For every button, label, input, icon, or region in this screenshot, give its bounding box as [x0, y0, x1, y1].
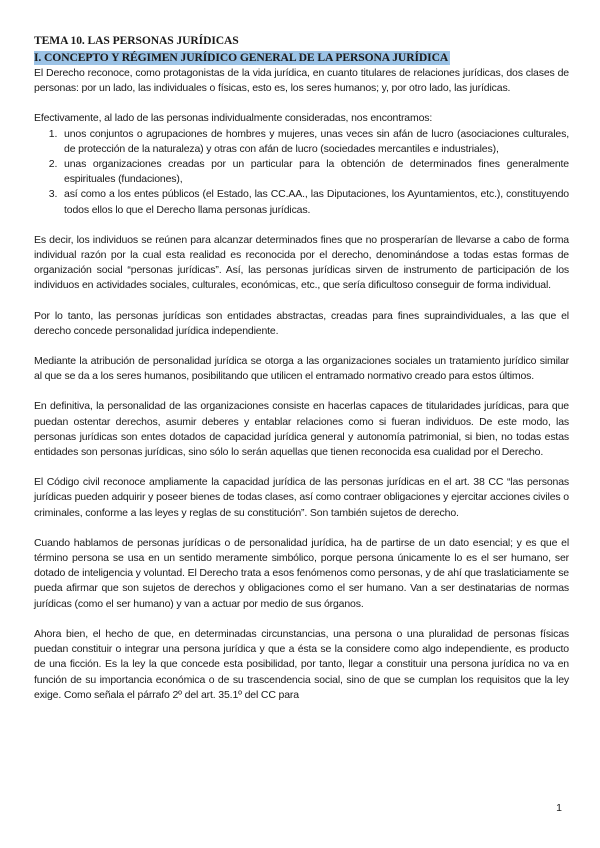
body-paragraph: Cuando hablamos de personas jurídicas o de personalidad jurídica, ha de partirse de un dato esencial; y es que el término persona se usa en un sentido meramente simbólico, porque persona únicamente lo es el ser humano, ser dotado de inteligencia y voluntad. El Derecho trata a esos fenómenos como personas, y de ahí que traslaticiamente se pueda afirmar que son sujetos de derechos y obligaciones como el ser humano. Van a ser destinatarias de normas jurídicas (como el ser humano) y van a actuar por medio de sus órganos.	[34, 536, 569, 610]
body-paragraph: Por lo tanto, las personas jurídicas son entidades abstractas, creadas para fines supraindividuales, a las que el derecho concede personalidad jurídica independiente.	[34, 309, 569, 337]
entity-list	[34, 127, 569, 218]
body-paragraph: Ahora bien, el hecho de que, en determinadas circunstancias, una persona o una pluralidad de personas físicas puedan constituir o integrar una persona jurídica y que a ésta se la considere como algo independiente, es producto de una ficción. Es la ley la que concede esta posibilidad, por tanto, llegar a constituir una persona jurídica no va en función de su importancia económica o de su trascendencia social, sino de que se cumplan los requisitos que la ley exige. Como señala el párrafo 2º del art. 35.1º del CC para	[34, 627, 569, 701]
page-number: 1	[556, 802, 562, 814]
page-content	[34, 34, 569, 703]
intro-paragraph: El Derecho reconoce, como protagonistas de la vida jurídica, en cuanto titulares de relaciones jurídicas, dos clases de personas: por un lado, las individuales o físicas, esto es, los seres humanos; y, por otro lado, las jurídicas.	[34, 67, 569, 95]
body-paragraph: El Código civil reconoce ampliamente la capacidad jurídica de las personas jurídicas en el art. 38 CC “las personas jurídicas pueden adquirir y poseer bienes de todas clases, así como contraer obligaciones y ejercitar acciones civiles o criminales, conforme a las leyes y reglas de su constitución”. Son también sujetos de derecho.	[34, 476, 569, 519]
list-item: 3. así como a los entes públicos (el Estado, las CC.AA., las Diputaciones, los Ayuntamientos, etc.), constituyendo todos ellos lo que el Derecho llama personas jurídicas.	[60, 187, 569, 217]
list-intro: Efectivamente, al lado de las personas individualmente consideradas, nos encontramos:	[34, 112, 433, 125]
list-item: 1. unos conjuntos o agrupaciones de hombres y mujeres, unas veces sin afán de lucro (asociaciones culturales, de protección de la naturaleza) y otras con afán de lucro (sociedades mercantiles e industriales),	[60, 127, 569, 157]
body-paragraph: En definitiva, la personalidad de las organizaciones consiste en hacerlas capaces de titularidades jurídicas, para que puedan ostentar derechos, asumir deberes y entablar relaciones como si fueran individuos. De este modo, las personas jurídicas son entes dotados de capacidad jurídica general y autonomía patrimonial, si bien, no todas estas entidades son personas jurídicas, sino sólo lo serán aquellas que tienen reconocida esa cualidad por el Derecho.	[34, 400, 569, 459]
body-paragraph: Es decir, los individuos se reúnen para alcanzar determinados fines que no prosperarían de llevarse a cabo de forma individual razón por la cual esta realidad es reconocida por el derecho, denominándose a todas estas formas de organización social “personas jurídicas”. Así, las personas jurídicas sirven de instrumento de participación de los individuos en actividades sociales, culturales, económicas, etc., que sería dificultoso conseguir de forma individual.	[34, 233, 569, 292]
section-heading: I. CONCEPTO Y RÉGIMEN JURÍDICO GENERAL DE LA PERSONA JURÍDICA	[34, 51, 449, 64]
body-paragraph: Mediante la atribución de personalidad jurídica se otorga a las organizaciones sociales un tratamiento jurídico similar al que se da a los seres humanos, posibilitando que utilicen el entramado normativo creado para estos últimos.	[34, 355, 569, 383]
list-item: 2. unas organizaciones creadas por un particular para la obtención de determinados fines generalmente espirituales (fundaciones),	[60, 157, 569, 187]
page-title: TEMA 10. LAS PERSONAS JURÍDICAS	[34, 34, 239, 47]
